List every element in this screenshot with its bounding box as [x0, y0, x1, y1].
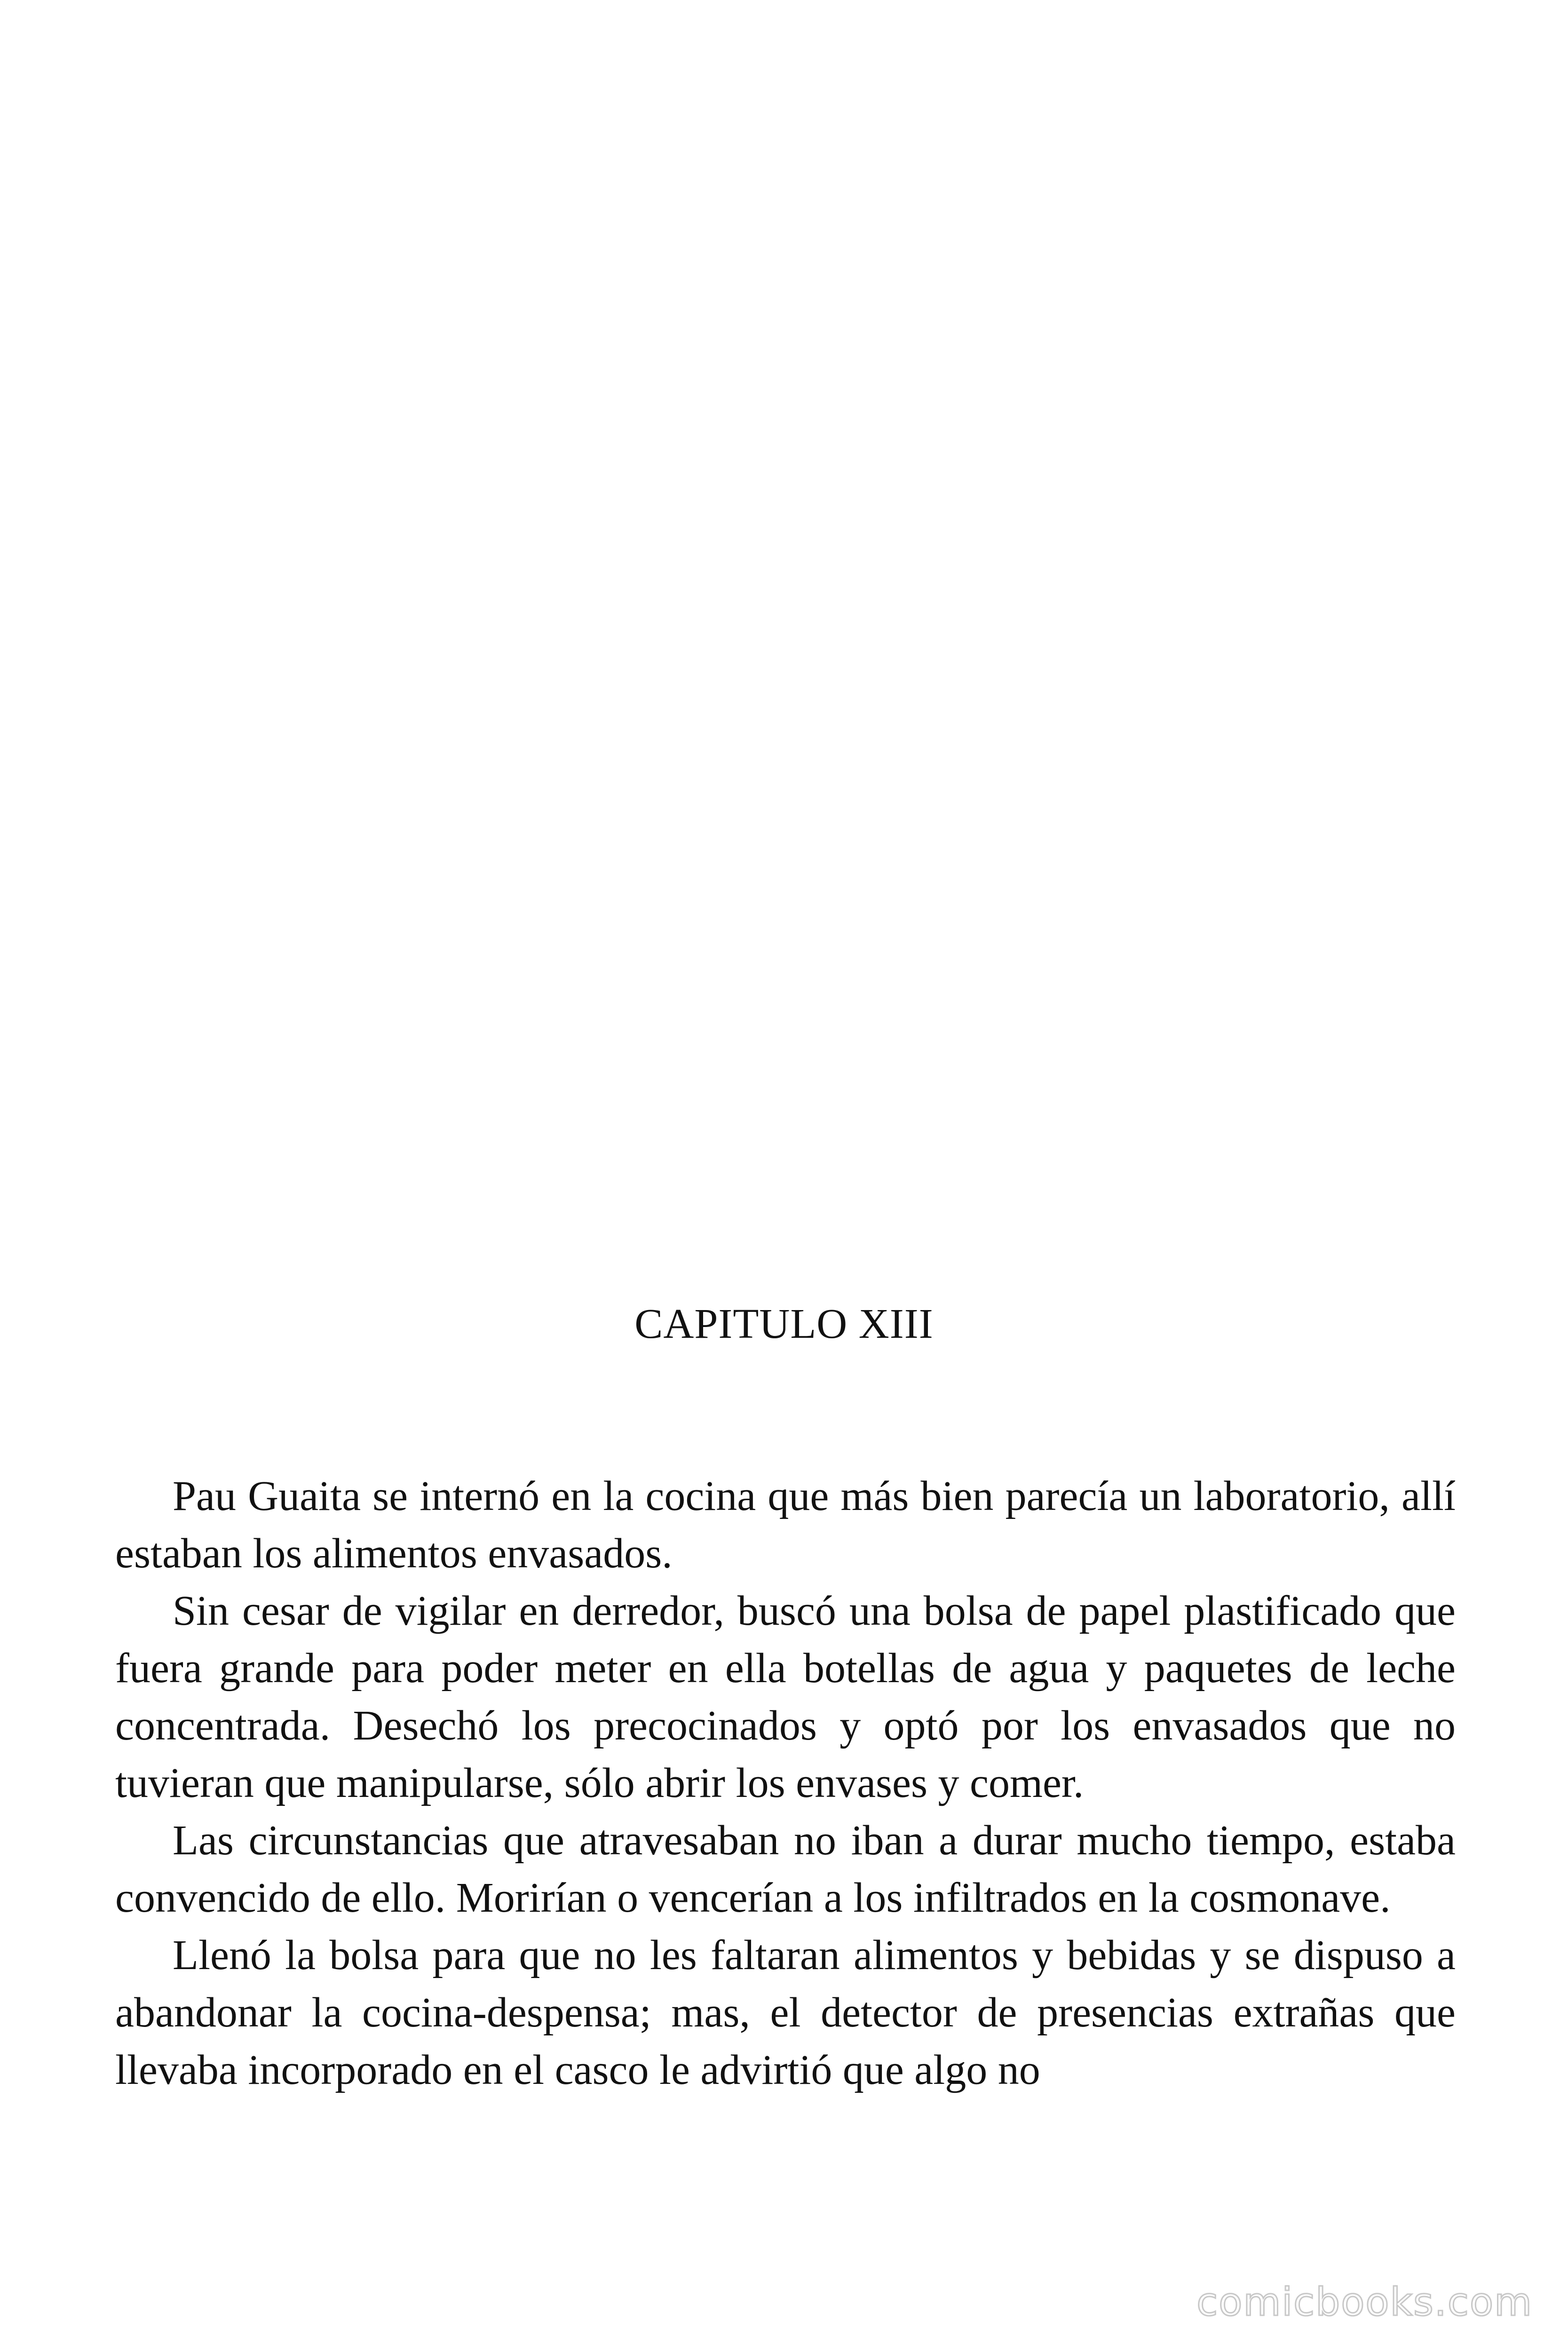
watermark: comicbooks.com	[1196, 2280, 1533, 2325]
chapter-title: CAPITULO XIII	[634, 1301, 934, 1347]
paragraph: Llenó la bolsa para que no les faltaran alimentos y bebidas y se dispuso a abandonar la cocina-despensa; mas, el detector de presencias extrañas que llevaba incorporado en el casco le advirtió que algo no	[115, 1932, 1456, 2093]
paragraph: Pau Guaita se internó en la cocina que más bien parecía un laboratorio, allí estaban los alimentos envasados.	[115, 1473, 1456, 1577]
chapter-body	[115, 1468, 1456, 2099]
paragraph: Sin cesar de vigilar en derredor, buscó una bolsa de papel plastificado que fuera grande para poder meter en ella botellas de agua y paquetes de leche concentrada. Desechó los precocinados y optó por los envasados que no tuvieran que manipularse, sólo abrir los envases y comer.	[115, 1588, 1456, 1806]
paragraph: Las circunstancias que atravesaban no iban a durar mucho tiempo, estaba convencido de ello. Morirían o vencerían a los infiltrados en la cosmonave.	[115, 1817, 1456, 1921]
